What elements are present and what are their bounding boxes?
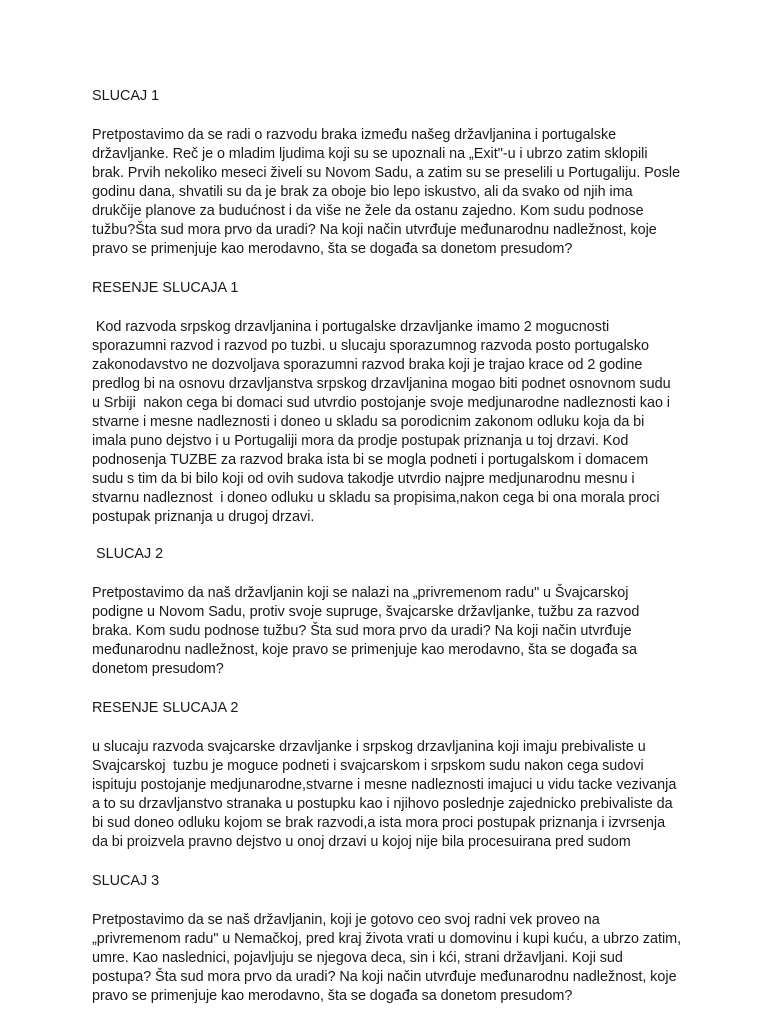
document-page (92, 87, 685, 1026)
section-text-slucaj-3: Pretpostavimo da se naš državljanin, koji je gotovo ceo svoj radni vek proveo na „privremenom radu" u Nemačkoj, pred kraj života vrati u domovinu i kupi kuću, a ubrzo zatim, umre. Kao naslednici, pojavljuju se njegova deca, sin i kći, strani državljani. Koji sud postupa? Šta sud mora prvo da uradi? Na koji način utvrđuje međunarodnu nadležnost, koje pravo se primenjuje kao merodavno, šta se događa sa donetom presudom? (92, 912, 685, 1004)
section-text-slucaj-1: Pretpostavimo da se radi o razvodu braka između našeg državljanina i portugalske državljanke. Reč je o mladim ljudima koji su se upoznali na „Exit"-u i ubrzo zatim sklopili brak. Prvih nekoliko meseci živeli su Novom Sadu, a zatim su se preselili u Portugaliju. Posle godinu dana, shvatili su da je brak za oboje bio lepo iskustvo, ali da svako od njih ima drukčije planove za budućnost i da više ne žele da ostanu zajedno. Kom sudu podnose tužbu?Šta sud mora prvo da uradi? Na koji način utvrđuje međunarodnu nadležnost, koje pravo se primenjuje kao merodavno, šta se događa sa donetom presudom? (92, 127, 684, 257)
section-heading-slucaj-2: SLUCAJ 2 (92, 546, 164, 562)
section-heading-slucaj-1: SLUCAJ 1 (92, 88, 160, 104)
section-heading-resenje-1: RESENJE SLUCAJA 1 (92, 280, 239, 296)
section-text-resenje-1: Kod razvoda srpskog drzavljanina i portugalske drzavljanke imamo 2 mogucnosti sporazumni razvod i razvod po tuzbi. u slucaju sporazumnog razvoda posto portugalsko zakonodavstvo ne dozvoljava sporazumni razvod braka koji je trajao krace od 2 godine predlog bi na osnovu drzavljanstva srpskog drzavljanina mogao biti podnet osnovnom sudu u Srbiji nakon cega bi domaci sud utvrdio postojanje svoje medjunarodne nadleznosti kao i stvarne i mesne nadleznosti i doneo u skladu sa porodicnim zakonom odluku koja da bi imala puno dejstvo i u Portugaliji mora da prodje postupak priznanja u toj drzavi. Kod podnosenja TUZBE za razvod braka ista bi se mogla podneti i portugalskom i domacem sudu s tim da bi bilo koji od ovih sudova takodje utvrdio najpre medjunarodnu mesnu i stvarnu nadleznost i doneo odluku u skladu sa propisima,nakon cega bi ona morala proci postupak priznanja u drugoj drzavi. (92, 319, 675, 525)
section-heading-resenje-2: RESENJE SLUCAJA 2 (92, 700, 239, 716)
section-text-resenje-2: u slucaju razvoda svajcarske drzavljanke i srpskog drzavljanina koji imaju prebivaliste u Svajcarskoj tuzbu je moguce podneti i svajcarskom i srpskom sudu nakon cega sudovi ispituju postojanje medjunarodne,stvarne i mesne nadleznosti imajuci u vidu tacke vezivanja a to su drzavljanstvo stranaka u postupku kao i njihovo poslednje zajednicko prebivaliste da bi sud doneo odluku kojom se brak razvodi,a ista mora proci postupak priznanja i izvrsenja da bi proizvela pravno dejstvo u onoj drzavi u kojoj nije bila procesuirana pred sudom (92, 739, 681, 850)
section-text-slucaj-2: Pretpostavimo da naš državljanin koji se nalazi na „privremenom radu" u Švajcarskoj podigne u Novom Sadu, protiv svoje supruge, švajcarske državljanke, tužbu za razvod braka. Kom sudu podnose tužbu? Šta sud mora prvo da uradi? Na koji način utvrđuje međunarodnu nadležnost, koje pravo se primenjuje kao merodavno, šta se događa sa donetom presudom? (92, 585, 644, 677)
section-heading-slucaj-3: SLUCAJ 3 (92, 873, 160, 889)
